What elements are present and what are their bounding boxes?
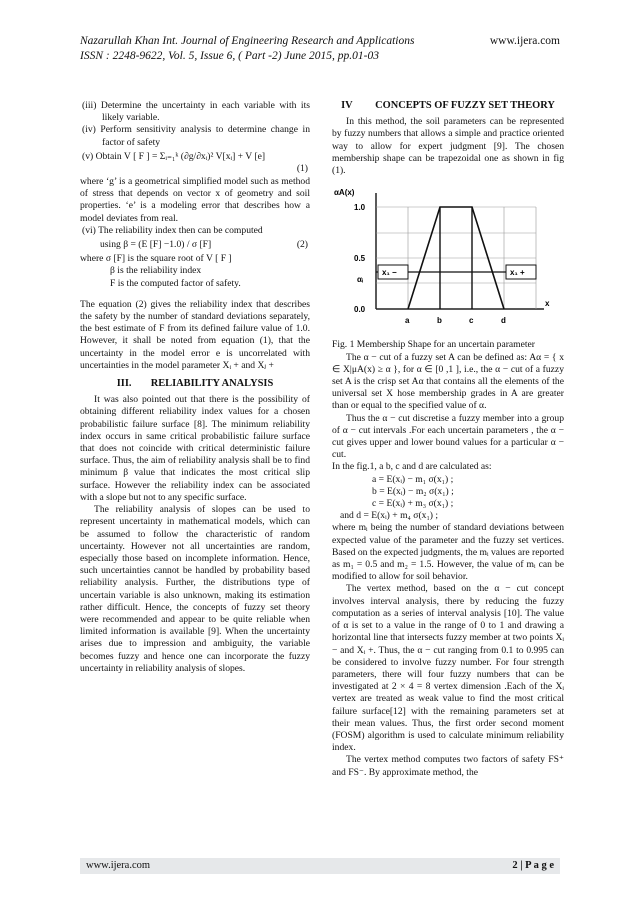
tick-0-5: 0.5 — [354, 254, 366, 264]
section-iii-title: RELIABILITY ANALYSIS — [150, 378, 274, 390]
page-number: 2 | P a g e — [512, 860, 554, 871]
box-x1-plus-label: x₁ + — [510, 268, 525, 278]
figure-caption: Fig. 1 Membership Shape for an uncertain parameter — [332, 339, 536, 351]
paragraph-fuzzy-intro: In this method, the soil parameters can be represented by fuzzy numbers that allows a simple and practice oriented way to allow for expert judgment [9]. The chosen membership shape can be trapezoidal one as shown in fig (1). — [332, 116, 564, 177]
equation-2: using β = (E [F] −1.0) / σ [F] — [100, 239, 212, 251]
list-item-vi: (vi) The reliability index then can be computed — [82, 224, 263, 236]
tick-0-0: 0.0 — [354, 305, 366, 315]
paragraph-reliability-2: The reliability analysis of slopes can be used to represent uncertainty in mathematical models, which can be assumed to follow the characteristic of random uncertainty. However not all uncertainties are random, especially those based on incomplete information. Hence, such uncertainties cannot be handled by probability based reliability analysis. Further, the distributions type of uncertain variable is also unknown, making its estimation rather difficult. Hence, the concepts of fuzzy set theory were recommended and appear to be quite reliable when limited information is available [9]. When the uncertainty arises due to impression and ambiguity, the variable becomes fuzzy and hence one can incorporate the fuzzy uncertainty in reliability analysis of slopes. — [80, 504, 310, 674]
right-column — [332, 100, 564, 779]
list-item-iii: (iii) Determine the uncertainty in each variable with its likely variable. — [82, 100, 310, 124]
equation-1-number: (1) — [296, 163, 308, 175]
section-iv-heading — [332, 100, 564, 112]
figure-y-axis-label: αA(x) — [334, 188, 355, 198]
where-line-3: F is the computed factor of safety. — [110, 277, 241, 289]
header-issn-line: ISSN : 2248-9622, Vol. 5, Issue 6, ( Part -2) June 2015, pp.01-03 — [80, 50, 379, 62]
x-label-c: c — [469, 316, 474, 326]
figure-x-axis-label: x — [545, 299, 550, 309]
paragraph-vertex-method: The vertex method, based on the α − cut concept involves interval analysis, there by reducing the fuzzy computation as a series of interval analysis [10]. The value of α is set to a value in the range of 0 to 1 and drawing a horizontal line that intersects fuzzy member at two points Xᵢ − and Xᵢ +. Thus, the α − cut ranging from 0.1 to 0.995 can be considered to involve fuzzy number. For four strength parameters, there will four fuzzy numbers that can be investigated at 2 × 4 = 8 vertex dimension .Each of the Xᵢ vertex are treated as weak value to find the most critical failure surface[12] with the remaining parameters set at their mean values. Thus, the first order second moment (FOSM) algorithm is used to calculate minimum reliability index. — [332, 583, 564, 754]
equation-d: and d = E(xᵢ) + m₄ σ(x₁) ; — [340, 510, 439, 522]
footer-url[interactable]: www.ijera.com — [86, 860, 151, 871]
section-iv-title: CONCEPTS OF FUZZY SET THEORY — [375, 100, 555, 111]
list-item-v: (v) Obtain V [ F ] = Σᵢ₌₁ᵏ (∂g/∂xᵢ)² V[xᵢ] + V [e] — [82, 150, 266, 162]
section-iii-number: III. — [116, 378, 132, 390]
box-x1-minus-label: x₁ − — [382, 268, 397, 278]
where-line-1: where σ [F] is the square root of V [ F ] — [80, 253, 232, 265]
paragraph-fig-vertices: In the fig.1, a b, c and d are calculated as: — [332, 461, 492, 473]
journal-header — [80, 34, 560, 64]
equation-1-row — [80, 163, 310, 176]
equation-2-row — [80, 239, 310, 251]
x-label-b: b — [437, 316, 442, 326]
equation-b: b = E(xᵢ) − m₂ σ(x₁) ; — [372, 485, 454, 497]
x-label-a: a — [405, 316, 410, 326]
section-iv-number: IV — [341, 100, 353, 111]
header-url[interactable]: www.ijera.com — [489, 35, 560, 47]
tick-1-0: 1.0 — [354, 203, 366, 213]
header-journal-line: Nazarullah Khan Int. Journal of Engineering Research and Applications — [80, 35, 415, 47]
tick-alpha-i: αᵢ — [357, 275, 364, 285]
left-column — [80, 100, 310, 675]
paragraph-equation-2: The equation (2) gives the reliability index that describes the safety by the number of standard deviations separately, the best estimate of F from its defined failure value of 1.0. However, it shall be noted from equation (1), that the uncertainty in the model error e is uncorrelated with uncertainties in the model parameter Xᵢ + and Xⱼ + — [80, 298, 310, 371]
where-line-2: β is the reliability index — [110, 265, 202, 277]
paragraph-alpha-cut-intervals: Thus the α − cut discretise a fuzzy member into a group of α − cut intervals .For each uncertain parameters , the α − cut gives upper and lower bound values for a particular α − cut. — [332, 412, 564, 461]
paragraph-alpha-cut-definition: The α − cut of a fuzzy set A can be defined as: Aα = { x ∈ X|μA(x) ≥ α }, for α ∈ [0 ,1 ], i.e., the α − cut of a fuzzy set A is the crisp set Aα that contains all the elements of the universal set X hose membership grades in A are greater than or equal to the specified value of α. — [332, 351, 564, 412]
equation-a: a = E(xᵢ) − m₁ σ(x₁) ; — [372, 473, 454, 485]
section-iii-heading — [80, 378, 310, 390]
membership-shape-figure — [332, 181, 562, 333]
equation-c: c = E(xᵢ) + m₃ σ(x₁) ; — [372, 498, 454, 510]
paragraph-reliability-1: It was also pointed out that there is the possibility of obtaining different reliability index values for a chosen probabilistic failure surface [8]. The minimum reliability index occurs in same critical probabilistic failure surface that does not coincide with critical deterministic failure surface. Thus, the aim of reliability analysis shall be to find minimum β value that indicates the most critical slip surface. However the reliability index can be associated with a slope but not to any specific surface. — [80, 394, 310, 503]
x-label-d: d — [501, 316, 506, 326]
equation-2-number: (2) — [296, 239, 308, 251]
paragraph-standard-deviations: where mᵢ being the number of standard deviations between expected value of the parameter and the fuzzy set vertices. Based on the expected judgments, the mᵢ values are reported as m₁ = 0.5 and m₂ = 1.5. However, the value of mᵢ can be modified to allow for soil behavior. — [332, 522, 564, 583]
paragraph-factors-of-safety: The vertex method computes two factors of safety FS⁺ and FS⁻. By approximate method, the — [332, 754, 564, 778]
page-footer — [80, 858, 560, 874]
paragraph-model-error: where ‘g’ is a geometrical simplified model such as method of stress that depends on vector x of geometry and soil properties. ‘e’ is a modeling error that describes how a model deviates from real. — [80, 176, 310, 224]
list-item-iv: (iv) Perform sensitivity analysis to determine change in factor of safety — [82, 124, 310, 148]
